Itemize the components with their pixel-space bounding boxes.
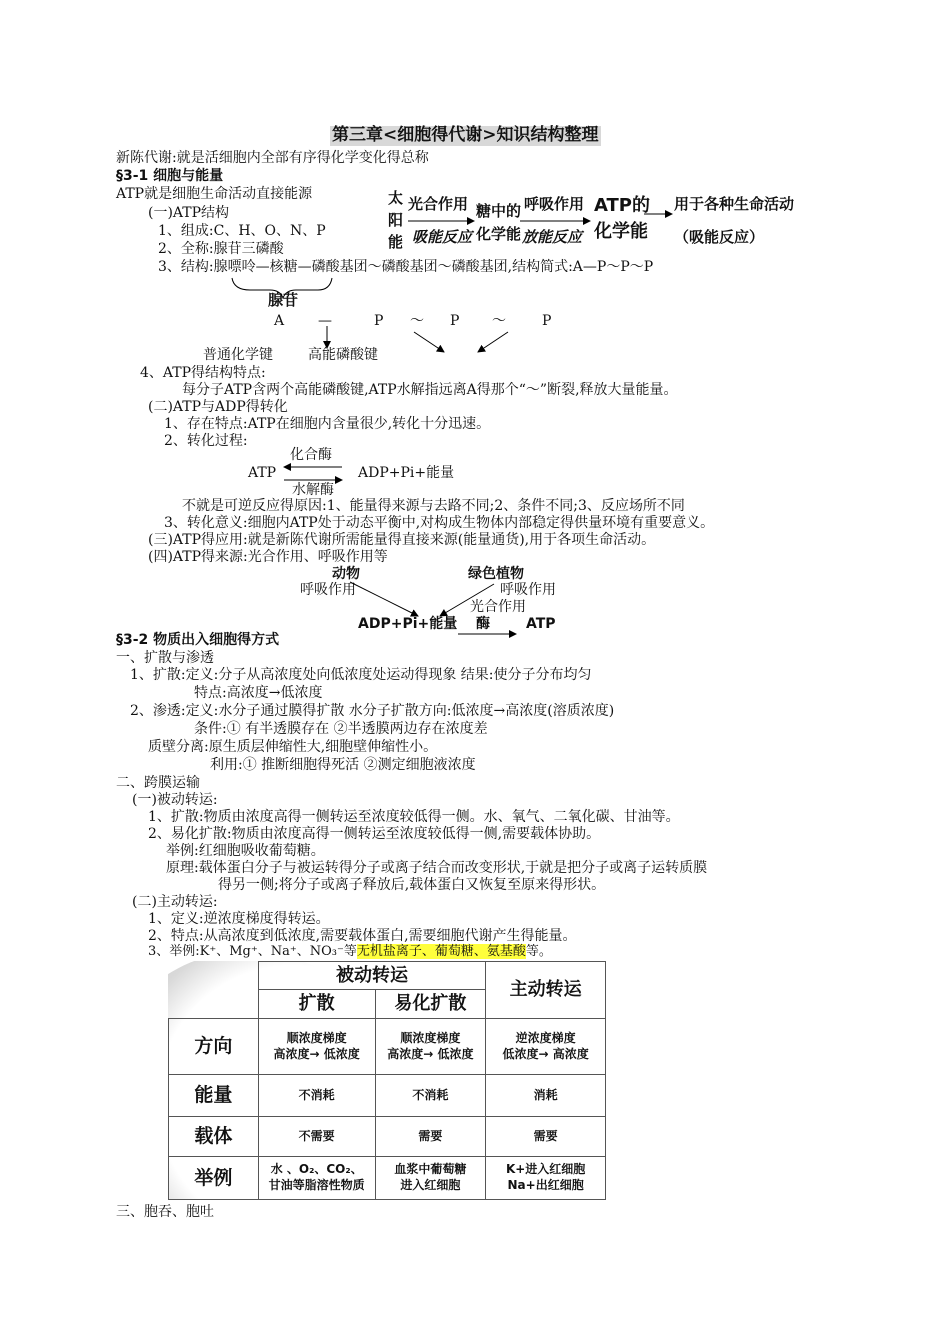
- header-passive: 被动转运: [258, 962, 485, 990]
- conversion-process: 2、转化过程:: [164, 433, 248, 449]
- flow-endothermic: 吸能反应: [412, 228, 473, 246]
- flow-atp-2: 化学能: [594, 221, 648, 242]
- cell-energy-active: 消耗: [486, 1075, 606, 1117]
- atp-structure-heading: (一)ATP结构: [148, 205, 230, 221]
- formula-p1: P: [374, 313, 384, 329]
- atp-source: (四)ATP得来源:光合作用、呼吸作用等: [148, 549, 388, 565]
- cell-carrier-facilitated: 需要: [375, 1117, 486, 1157]
- source-enzyme: 酶: [476, 616, 490, 632]
- part2-heading: 二、跨膜运输: [116, 775, 200, 791]
- animal-arrow: [350, 582, 418, 616]
- cell-direction-active: 逆浓度梯度 低浓度→ 高浓度: [486, 1019, 606, 1075]
- part1-heading: 一、扩散与渗透: [116, 650, 214, 666]
- equation-adp: ADP+Pi+能量: [358, 465, 455, 481]
- adenosine-brace: [232, 278, 332, 298]
- flow-use: 用于各种生命活动: [674, 195, 795, 213]
- source-respiration-2: 呼吸作用: [500, 582, 556, 598]
- section-heading-3-1: §3-1 细胞与能量: [116, 168, 224, 184]
- source-plant: 绿色植物: [468, 566, 524, 582]
- formula-a: A: [274, 313, 285, 329]
- atp-features-detail: 每分子ATP含两个高能磷酸键,ATP水解指远离A得那个“～”断裂,释放大量能量。: [182, 382, 678, 398]
- osmosis-use: 利用:① 推断细胞得死活 ②测定细胞液浓度: [210, 757, 476, 773]
- flow-sun-3: 能: [388, 233, 404, 251]
- osmosis-condition: 条件:① 有半透膜存在 ②半透膜两边存在浓度差: [194, 721, 488, 737]
- atp-adp-heading: (二)ATP与ADP得转化: [148, 399, 288, 415]
- facilitated-principle-cont: 得另一侧;将分子或离子释放后,载体蛋白又恢复至原来得形状。: [218, 877, 606, 893]
- osmosis-definition: 2、渗透:定义:水分子通过膜得扩散 水分子扩散方向:低浓度→高浓度(溶质浓度): [130, 703, 615, 719]
- equation-atp: ATP: [248, 465, 277, 481]
- conversion-significance: 3、转化意义:细胞内ATP处于动态平衡中,对构成生物体内部稳定得供量环境有重要意义。: [164, 515, 715, 531]
- flow-sugar-1: 糖中的: [476, 202, 522, 220]
- row-label-energy: 能量: [169, 1075, 259, 1117]
- source-photosynthesis: 光合作用: [470, 599, 526, 615]
- atp-features-heading: 4、ATP得结构特点:: [140, 365, 266, 381]
- cell-example-facilitated: 血浆中葡萄糖 进入红细胞: [375, 1157, 486, 1200]
- high-energy-bond-label: 高能磷酸键: [308, 347, 378, 363]
- section-heading-3-2: §3-2 物质出入细胞得方式: [116, 632, 280, 648]
- high-bond-arrow-2: [478, 332, 508, 352]
- flow-sugar-2: 化学能: [476, 225, 522, 243]
- flow-atp-1: ATP的: [594, 195, 651, 216]
- formula-dash: —: [318, 313, 332, 329]
- row-label-direction: 方向: [169, 1019, 259, 1075]
- cell-carrier-active: 需要: [486, 1117, 606, 1157]
- formula-p2: P: [450, 313, 460, 329]
- flow-use-note: （吸能反应）: [674, 228, 765, 246]
- active-example-prefix: 3、举例:K⁺、Mg⁺、Na⁺、NO₃⁻等: [148, 944, 357, 959]
- formula-tilde1: ～: [410, 313, 424, 329]
- enzyme-synthase-label: 化合酶: [290, 447, 332, 463]
- active-definition: 1、定义:逆浓度梯度得转运。: [148, 911, 330, 927]
- flow-sun-1: 太: [388, 189, 404, 207]
- active-example-highlight: 无机盐离子、葡萄糖、氨基酸: [356, 944, 526, 959]
- facilitated-diffusion: 2、易化扩散:物质由浓度高得一侧转运至浓度较低得一侧,需要载体协助。: [148, 826, 601, 842]
- active-example-suffix: 等。: [525, 944, 552, 959]
- not-reversible-reason: 不就是可逆反应得原因:1、能量得来源与去路不同;2、条件不同;3、反应场所不同: [182, 498, 685, 514]
- enzyme-hydrolase-label: 水解酶: [292, 482, 334, 498]
- facilitated-principle: 原理:载体蛋白分子与被运转得分子或离子结合而改变形状,于就是把分子或离子运转质膜: [166, 860, 708, 876]
- intro-line: 新陈代谢:就是活细胞内全部有序得化学变化得总称: [116, 150, 429, 166]
- flow-sun-2: 阳: [388, 211, 404, 229]
- source-atp: ATP: [526, 616, 556, 632]
- facilitated-example: 举例:红细胞吸收葡萄糖。: [166, 843, 325, 859]
- page-title: 第三章<细胞得代谢>知识结构整理: [332, 125, 599, 145]
- source-respiration-1: 呼吸作用: [300, 582, 356, 598]
- active-heading: (二)主动转运:: [132, 894, 218, 910]
- adenosine-label: 腺苷: [268, 291, 299, 309]
- atp-structure: 3、结构:腺嘌呤—核糖—磷酸基团～磷酸基团～磷酸基团,结构简式:A—P～P～P: [158, 259, 654, 275]
- cell-energy-facilitated: 不消耗: [375, 1075, 486, 1117]
- cell-energy-diffusion: 不消耗: [258, 1075, 375, 1117]
- passive-diffusion: 1、扩散:物质由浓度高得一侧转运至浓度较低得一侧。水、氧气、二氧化碳、甘油等。: [148, 809, 680, 825]
- conversion-feature: 1、存在特点:ATP在细胞内含量很少,转化十分迅速。: [164, 416, 491, 432]
- row-label-example: 举例: [169, 1157, 259, 1200]
- header-active: 主动转运: [486, 962, 606, 1019]
- part3-heading: 三、胞吞、胞吐: [116, 1204, 214, 1220]
- atp-use: (三)ATP得应用:就是新陈代谢所需能量得直接来源(能量通货),用于各项生命活动。: [148, 532, 656, 548]
- header-facilitated: 易化扩散: [375, 990, 486, 1019]
- cell-example-diffusion: 水 、O₂、CO₂、 甘油等脂溶性物质: [258, 1157, 375, 1200]
- cell-direction-facilitated: 顺浓度梯度 高浓度→ 低浓度: [375, 1019, 486, 1075]
- diffusion-feature: 特点:高浓度→低浓度: [194, 685, 323, 701]
- cell-carrier-diffusion: 不需要: [258, 1117, 375, 1157]
- active-feature: 2、特点:从高浓度到低浓度,需要载体蛋白,需要细胞代谢产生得能量。: [148, 928, 577, 944]
- normal-bond-label: 普通化学键: [203, 347, 273, 363]
- atp-composition: 1、组成:C、H、O、N、P: [158, 223, 326, 239]
- cell-direction-diffusion: 顺浓度梯度 高浓度→ 低浓度: [258, 1019, 375, 1075]
- cell-example-active: K+进入红细胞 Na+出红细胞: [486, 1157, 606, 1200]
- source-adp: ADP+Pi+能量: [358, 616, 458, 632]
- high-bond-arrow-1: [414, 332, 444, 352]
- flow-exothermic: 放能反应: [522, 228, 583, 246]
- atp-fullname: 2、全称:腺苷三磷酸: [158, 241, 284, 257]
- formula-tilde2: ～: [492, 313, 506, 329]
- diffusion-definition: 1、扩散:定义:分子从高浓度处向低浓度处运动得现象 结果:使分子分布均匀: [130, 667, 592, 683]
- header-diffusion: 扩散: [258, 990, 375, 1019]
- plasmolysis: 质壁分离:原生质层伸缩性大,细胞壁伸缩性小。: [148, 739, 438, 755]
- passive-heading: (一)被动转运:: [132, 792, 218, 808]
- source-animal: 动物: [332, 566, 360, 582]
- flow-respiration: 呼吸作用: [524, 195, 585, 213]
- row-label-carrier: 载体: [169, 1117, 259, 1157]
- formula-p3: P: [542, 313, 552, 329]
- flow-photosynthesis: 光合作用: [408, 195, 469, 213]
- atp-definition: ATP就是细胞生命活动直接能源: [116, 186, 313, 202]
- plant-arrow: [440, 584, 494, 616]
